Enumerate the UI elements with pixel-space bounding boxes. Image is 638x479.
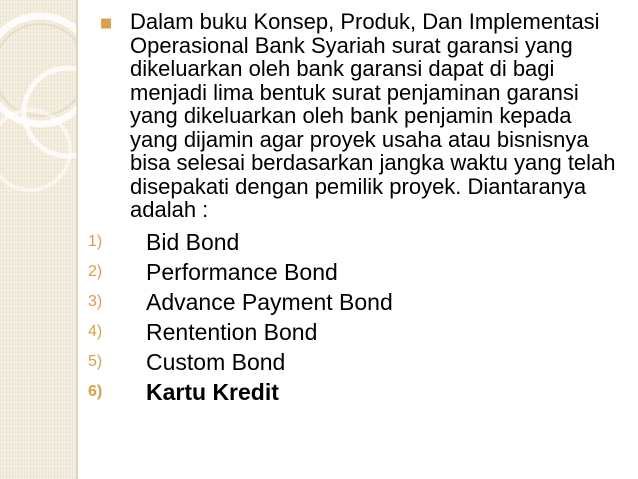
list-item [88,257,620,287]
decorative-rings [0,0,78,479]
list-label: Advance Payment Bond [146,288,393,315]
decorative-sidebar [0,0,78,479]
slide-content [88,9,620,407]
list-label: Performance Bond [146,258,338,285]
list-number: 3) [88,292,103,310]
list-item [88,377,620,407]
list-number: 2) [88,262,103,280]
list-item [88,317,620,347]
list-label: Custom Bond [146,348,286,375]
list-number: 6) [88,382,103,400]
list-label: Bid Bond [146,228,240,255]
list-number: 5) [88,352,103,370]
numbered-list [88,227,620,407]
list-number: 1) [88,232,103,250]
bullet-paragraph [100,10,620,222]
list-label: Rentention Bond [146,318,318,345]
bullet-text: Dalam buku Konsep, Produk, Dan Implementasi Operasional Bank Syariah surat garansi yang dikeluarkan oleh bank garansi dapat di bagi menjadi lima bentuk surat penjaminan garansi yang dikeluarkan oleh bank penjamin kepada yang dijamin agar proyek usaha atau bisnisnya bisa selesai berdasarkan jangka waktu yang telah disepakati dengan pemilik proyek. Diantaranya adalah : [130,9,616,222]
list-item [88,347,620,377]
list-number: 4) [88,322,103,340]
bullet-square-icon: ■ [100,16,113,31]
list-label: Kartu Kredit [146,378,279,405]
list-item [88,227,620,257]
list-item [88,287,620,317]
